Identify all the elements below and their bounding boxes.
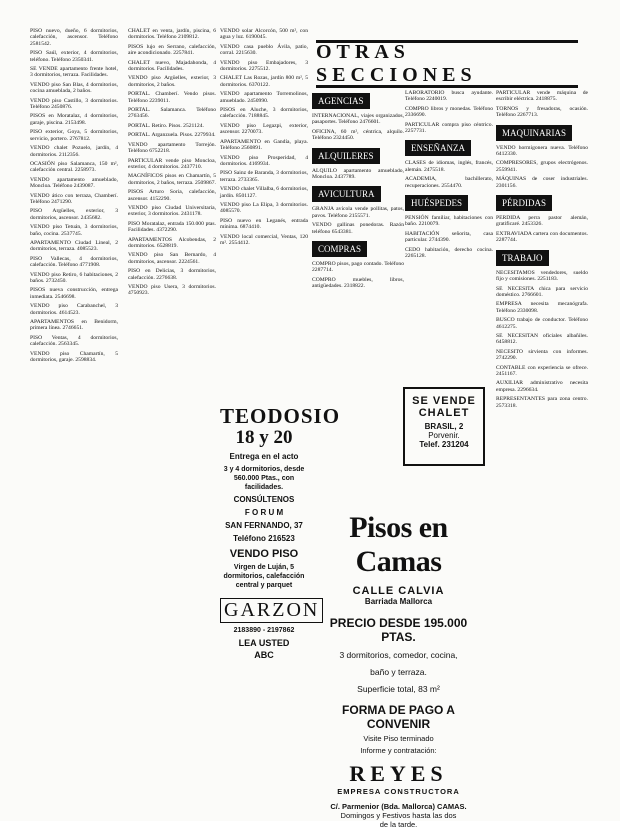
chalet-phone: Telef. 231204: [419, 440, 469, 449]
pisos-camas-ad: [313, 497, 484, 829]
classified-ad: COMPRO libros y monedas. Teléfono 2336690.: [405, 105, 493, 119]
section-tag-maquinarias: MAQUINARIAS: [496, 125, 572, 141]
classified-ad: PISO Moratalaz, entrada 150.000 ptas. Facilidades. 4372290.: [128, 220, 216, 234]
classified-ad: VENDO solar Alcorcón, 500 m², con agua y luz. 6190045.: [220, 28, 308, 41]
classified-ad: PARTICULAR compra piso céntrico. 2257731.: [405, 121, 493, 135]
classified-ad: VENDO apartamento amueblado, Moncloa. Teléfono 2439087.: [30, 176, 118, 190]
classified-ad: ACADEMIA, bachillerato, recuperaciones. 2554470.: [405, 176, 493, 189]
reyes-address: C/. Parmenior (Bda. Mallorca) CAMAS.: [330, 802, 467, 811]
classified-ad: COMPRESORES, grupos electrógenos. 2559941.: [496, 160, 588, 173]
teodosio-forum: F O R U M: [244, 508, 284, 517]
classified-column-1: [30, 28, 118, 808]
classified-ad: PISOS en Aluche, 3 dormitorios, calefacción. 7188845.: [220, 107, 308, 120]
classified-ad: VENDO piso San Blas, 4 dormitorios, cocina amueblada, 2 baños.: [30, 81, 118, 95]
classified-ad: VENDO piso Argüelles, exterior, 3 dormitorios, 2 baños.: [128, 75, 216, 88]
classified-ad: EMPRESA necesita mecanógrafa. Teléfono 2330098.: [496, 301, 588, 314]
pisos-desc-1: 3 dormitorios, comedor, cocina,: [339, 650, 458, 660]
classified-ad: CHALET nuevo, Majadahonda, 4 dormitorios. Facilidades.: [128, 59, 216, 73]
classified-ad: APARTAMENTOS en Benidorm, primera línea. 2746651.: [30, 319, 118, 332]
classified-ad: CHALET en venta, jardín, piscina, 6 dormitorios. Teléfono 2109812.: [128, 28, 216, 41]
section-title: OTRAS SECCIONES: [316, 41, 477, 86]
classified-column-4: [312, 90, 404, 290]
classified-ad: VENDO piso Tetuán, 3 dormitorios, baño, cocina. 2537745.: [30, 224, 118, 237]
classified-ad: PORTAL. Chamberí. Vendo pisos. Teléfono 2239011.: [128, 91, 216, 104]
section-tag-alquileres: ALQUILERES: [312, 148, 380, 164]
section-tag-trabajo: TRABAJO: [496, 250, 549, 266]
classified-column-2: [128, 28, 216, 423]
vendo-piso-heading: VENDO PISO: [229, 548, 299, 560]
classified-ad: GRANJA avícola vende pollitas, patos, pavos. Teléfono 2155571.: [312, 206, 404, 219]
classified-ad: PORTAL. Salamanca. Teléfono 2763456.: [128, 107, 216, 120]
classified-ad: HABITACIÓN señorita, casa particular. 2744390.: [405, 230, 493, 244]
section-tag-compras: COMPRAS: [312, 241, 367, 257]
classified-ad: BUSCO trabajo de conductor. Teléfono 4612275.: [496, 317, 588, 330]
classified-ad: VENDO local comercial, Ventas, 120 m². 2554412.: [220, 233, 308, 246]
classified-ad: PISO nuevo en Leganés, entrada mínima. 6874410.: [220, 217, 308, 231]
classified-ad: VENDO piso San Bernardo, 4 dormitorios, ascensor. 2224561.: [128, 252, 216, 265]
classified-ad: VENDO chalet Pozuelo, jardín, 4 dormitorios. 2112356.: [30, 145, 118, 158]
classified-ad: MÁQUINAS de coser industriales. 2301156.: [496, 176, 588, 189]
chalet-line-2: CHALET: [418, 407, 470, 419]
classified-ad: APARTAMENTO Ciudad Lineal, 2 dormitorios, terraza. 4085523.: [30, 239, 118, 253]
pisos-street: CALLE CALVIA: [352, 585, 445, 597]
classified-ad: NECESITO sirvienta con informes. 2742290.: [496, 348, 588, 362]
classified-ad: VENDO hormigonera nueva. Teléfono 6412330.: [496, 144, 588, 158]
classified-ad: LABORATORIO busca ayudante. Teléfono 2240019.: [405, 90, 493, 103]
reyes-hours-1: Domingos y Festivos hasta las dos: [340, 811, 457, 820]
section-header: [316, 40, 578, 88]
classified-ad: TORNOS y fresadoras, ocasión. Teléfono 2267713.: [496, 105, 588, 119]
classified-ad: NECESITAMOS vendedores, sueldo fijo y comisiones. 2251183.: [496, 269, 588, 283]
classified-column-5: [405, 90, 493, 290]
classified-ad: PISO Saúl, exterior, 4 dormitorios, teléfono. Teléfono 2350341.: [30, 50, 118, 63]
classified-ad: MAGNÍFICOS pisos en Chamartín, 5 dormitorios, 2 baños, terraza. 2509867.: [128, 173, 216, 186]
teodosio-address: SAN FERNANDO, 37: [225, 521, 303, 530]
classified-ad: SE NECESITAN oficiales albañiles. 6458812.: [496, 332, 588, 346]
pisos-payment: FORMA DE PAGO A CONVENIR: [342, 703, 455, 731]
classified-ad: VENDO chalet Villalba, 6 dormitorios, jardín. 8501127.: [220, 186, 308, 199]
lea-usted: LEA USTED: [238, 638, 290, 648]
classified-ad: PISOS en Moratalaz, 4 dormitorios, garaje, piscina. 2153498.: [30, 113, 118, 126]
pisos-barriada: Barriada Mallorca: [364, 597, 433, 606]
classified-ad: SE NECESITA chica para servicio doméstico. 2766601.: [496, 285, 588, 298]
chalet-address: BRASIL, 2: [424, 422, 464, 431]
classified-ad: VENDO piso Castillo, 3 dormitorios. Teléfono 2450876.: [30, 97, 118, 111]
classified-ad: VENDO apartamento Torremolinos, amueblado. 2450990.: [220, 91, 308, 104]
classified-ad: PISO exterior, Goya, 5 dormitorios, servicio, portero. 2767812.: [30, 129, 118, 142]
classified-ad: PISO Sainz de Baranda, 3 dormitorios, terraza. 2733365.: [220, 170, 308, 183]
classified-ad: VENDO piso Usera, 3 dormitorios. 4750923.: [128, 284, 216, 297]
pisos-surface: Superficie total, 83 m²: [357, 684, 440, 694]
classified-ad: VENDO gallinas ponedoras. Razón teléfono 6543381.: [312, 222, 404, 235]
reyes-logo: REYES: [349, 761, 448, 786]
classified-ad: VENDO piso Embajadores, 3 dormitorios. 2275512.: [220, 59, 308, 73]
classified-column-6: [496, 90, 588, 820]
classified-ad: VENDO piso La Elipa, 3 dormitorios. 4085570.: [220, 201, 308, 215]
teodosio-entrega: Entrega en el acto: [229, 452, 299, 461]
pisos-visit: Visite Piso terminado: [363, 734, 434, 743]
teodosio-consultenos: CONSÚLTENOS: [233, 495, 295, 504]
classified-ad: APARTAMENTO en Gandía, playa. Teléfono 2560891.: [220, 138, 308, 152]
pisos-title: Pisos en Camas: [349, 511, 448, 578]
classified-ad: PORTAL. Retiro. Pisos. 2521124.: [128, 122, 204, 129]
pisos-desc-2: baño y terraza.: [370, 667, 427, 677]
classified-ad: PISO Vallecas, 4 dormitorios, calefacción. Teléfono 4771908.: [30, 255, 118, 269]
classified-ad: PORTAL. Arganzuela. Pisos. 2279934.: [128, 132, 216, 139]
reyes-subtitle: EMPRESA CONSTRUCTORA: [337, 787, 460, 796]
chalet-sale-ad: [403, 387, 485, 466]
abc-logo: ABC: [254, 650, 274, 660]
classified-ad: PISOS nueva construcción, entrega inmediata. 2546698.: [30, 287, 118, 300]
classified-ad: PISO en Delicias, 3 dormitorios, calefacción. 2276638.: [128, 268, 216, 281]
classified-ad: VENDO piso Legazpi, exterior, ascensor. 2270073.: [220, 122, 308, 136]
classified-ad: CHALET Las Rozas, jardín 800 m², 5 dormitorios. 6370122.: [220, 75, 308, 88]
classified-ad: VENDO piso Prosperidad, 4 dormitorios. 4169934.: [220, 154, 308, 167]
classified-ad: VENDO piso Retiro, 6 habitaciones, 2 baños. 2732450.: [30, 271, 118, 284]
section-tag-ensenanza: ENSEÑANZA: [405, 140, 471, 156]
classified-ad: PERDIDA perra pastor alemán, gratificaré. 2453326.: [496, 215, 588, 228]
vendo-piso-details: Virgen de Luján, 5 dormitorios, calefacción central y parquet: [223, 564, 305, 589]
section-tag-huespedes: HUÉSPEDES: [405, 195, 468, 211]
classified-ad: PISOS lujo en Serrano, calefacción, aire acondicionado. 2257841.: [128, 43, 216, 57]
classified-ad: CEDO habitación, derecho cocina. 2265128.: [405, 246, 493, 260]
teodosio-title: TEODOSIO: [220, 404, 341, 428]
classified-ad: VENDO piso Ciudad Universitaria, exterior, 3 dormitorios. 2431178.: [128, 204, 216, 218]
classified-ad: EXTRAVIADA cartera con documentos. 2287744.: [496, 230, 588, 244]
pisos-price: PRECIO DESDE 195.000 PTAS.: [329, 616, 468, 644]
classified-ad: ALQUILO apartamento amueblado, Moncloa. 2437789.: [312, 167, 404, 181]
classified-ad: PISO Ventas, 4 dormitorios, calefacción. 2563345.: [30, 334, 118, 348]
classified-ad: VENDO piso Carabanchel, 3 dormitorios. 4614523.: [30, 303, 118, 316]
reyes-hours-2: de la tarde.: [379, 820, 418, 829]
classified-ad: REPRESENTANTES para zona centro. 2573318.: [496, 396, 588, 409]
classified-ad: PISOS Arturo Soria, calefacción, ascensor. 4152290.: [128, 189, 216, 202]
classified-ad: CLASES de idiomas, inglés, francés, alemán. 2475518.: [405, 160, 493, 173]
chalet-line-1: SE VENDE: [412, 395, 476, 407]
classified-ad: VENDO piso Chamartín, 5 dormitorios, garaje. 2598834.: [30, 350, 118, 364]
classified-ad: COMPRO muebles, libros, antigüedades. 2318822.: [312, 276, 404, 290]
section-tag-perdidas: PÉRDIDAS: [496, 195, 552, 211]
section-tag-avicultura: AVICULTURA: [312, 186, 381, 202]
section-tag-agencias: AGENCIAS: [312, 93, 370, 109]
classified-ad: INTERNACIONAL, viajes organizados, pasaportes. Teléfono 2476601.: [312, 113, 404, 126]
teodosio-phone: Teléfono 216523: [233, 534, 295, 543]
classified-ad: CONTABLE con experiencia se ofrece. 2451167.: [496, 364, 588, 377]
garzon-phones: 2183890 - 2197862: [233, 627, 295, 634]
classified-ad: SE VENDE apartamento frente hotel, 3 dormitorios, terraza. Facilidades.: [30, 66, 118, 79]
classified-ad: PARTICULAR vende piso Moncloa, exterior, 4 dormitorios. 2437710.: [128, 157, 216, 170]
classified-ad: OFICINA, 60 m², céntrica, alquilo. Teléfono 2324450.: [312, 128, 404, 142]
chalet-district: Porvenir.: [428, 431, 460, 440]
classified-ad: VENDO casa pueblo Ávila, patio, corral. 2215630.: [220, 43, 308, 57]
pisos-info: Informe y contratación:: [360, 746, 437, 755]
classified-ad: AUXILIAR administrativo necesita empresa. 2296634.: [496, 380, 588, 393]
classified-ad: PARTICULAR vende máquina de escribir eléctrica. 2418875.: [496, 90, 588, 103]
teodosio-dormitorios: 3 y 4 dormitorios, desde 560.000 Ptas., con facilidades.: [223, 466, 305, 491]
garzon-logo: GARZON: [220, 598, 323, 623]
classified-ad: PISO nuevo, dueño, 6 dormitorios, calefacción, ascensor. Teléfono 2581542.: [30, 28, 118, 47]
classified-ad: PISO Argüelles, exterior, 3 dormitorios, ascensor. 2435682.: [30, 208, 118, 221]
teodosio-numbers: 18 y 20: [235, 427, 293, 448]
classified-ad: VENDO apartamento Torrejón. Teléfono 6752218.: [128, 141, 216, 155]
classified-ad: APARTAMENTOS Alcobendas, 2 dormitorios. 6528819.: [128, 236, 216, 249]
classified-ad: COMPRO pisos, pago contado. Teléfono 2287714.: [312, 261, 404, 274]
teodosio-ad: [220, 404, 341, 810]
classified-ad: VENDO ático con terraza, Chamberí. Teléfono 2471290.: [30, 192, 118, 205]
classified-ad: OCASIÓN piso Salamanca, 150 m², calefacción central. 2258973.: [30, 160, 118, 174]
classified-ad: PENSIÓN familiar, habitaciones con baño. 2210079.: [405, 215, 493, 228]
